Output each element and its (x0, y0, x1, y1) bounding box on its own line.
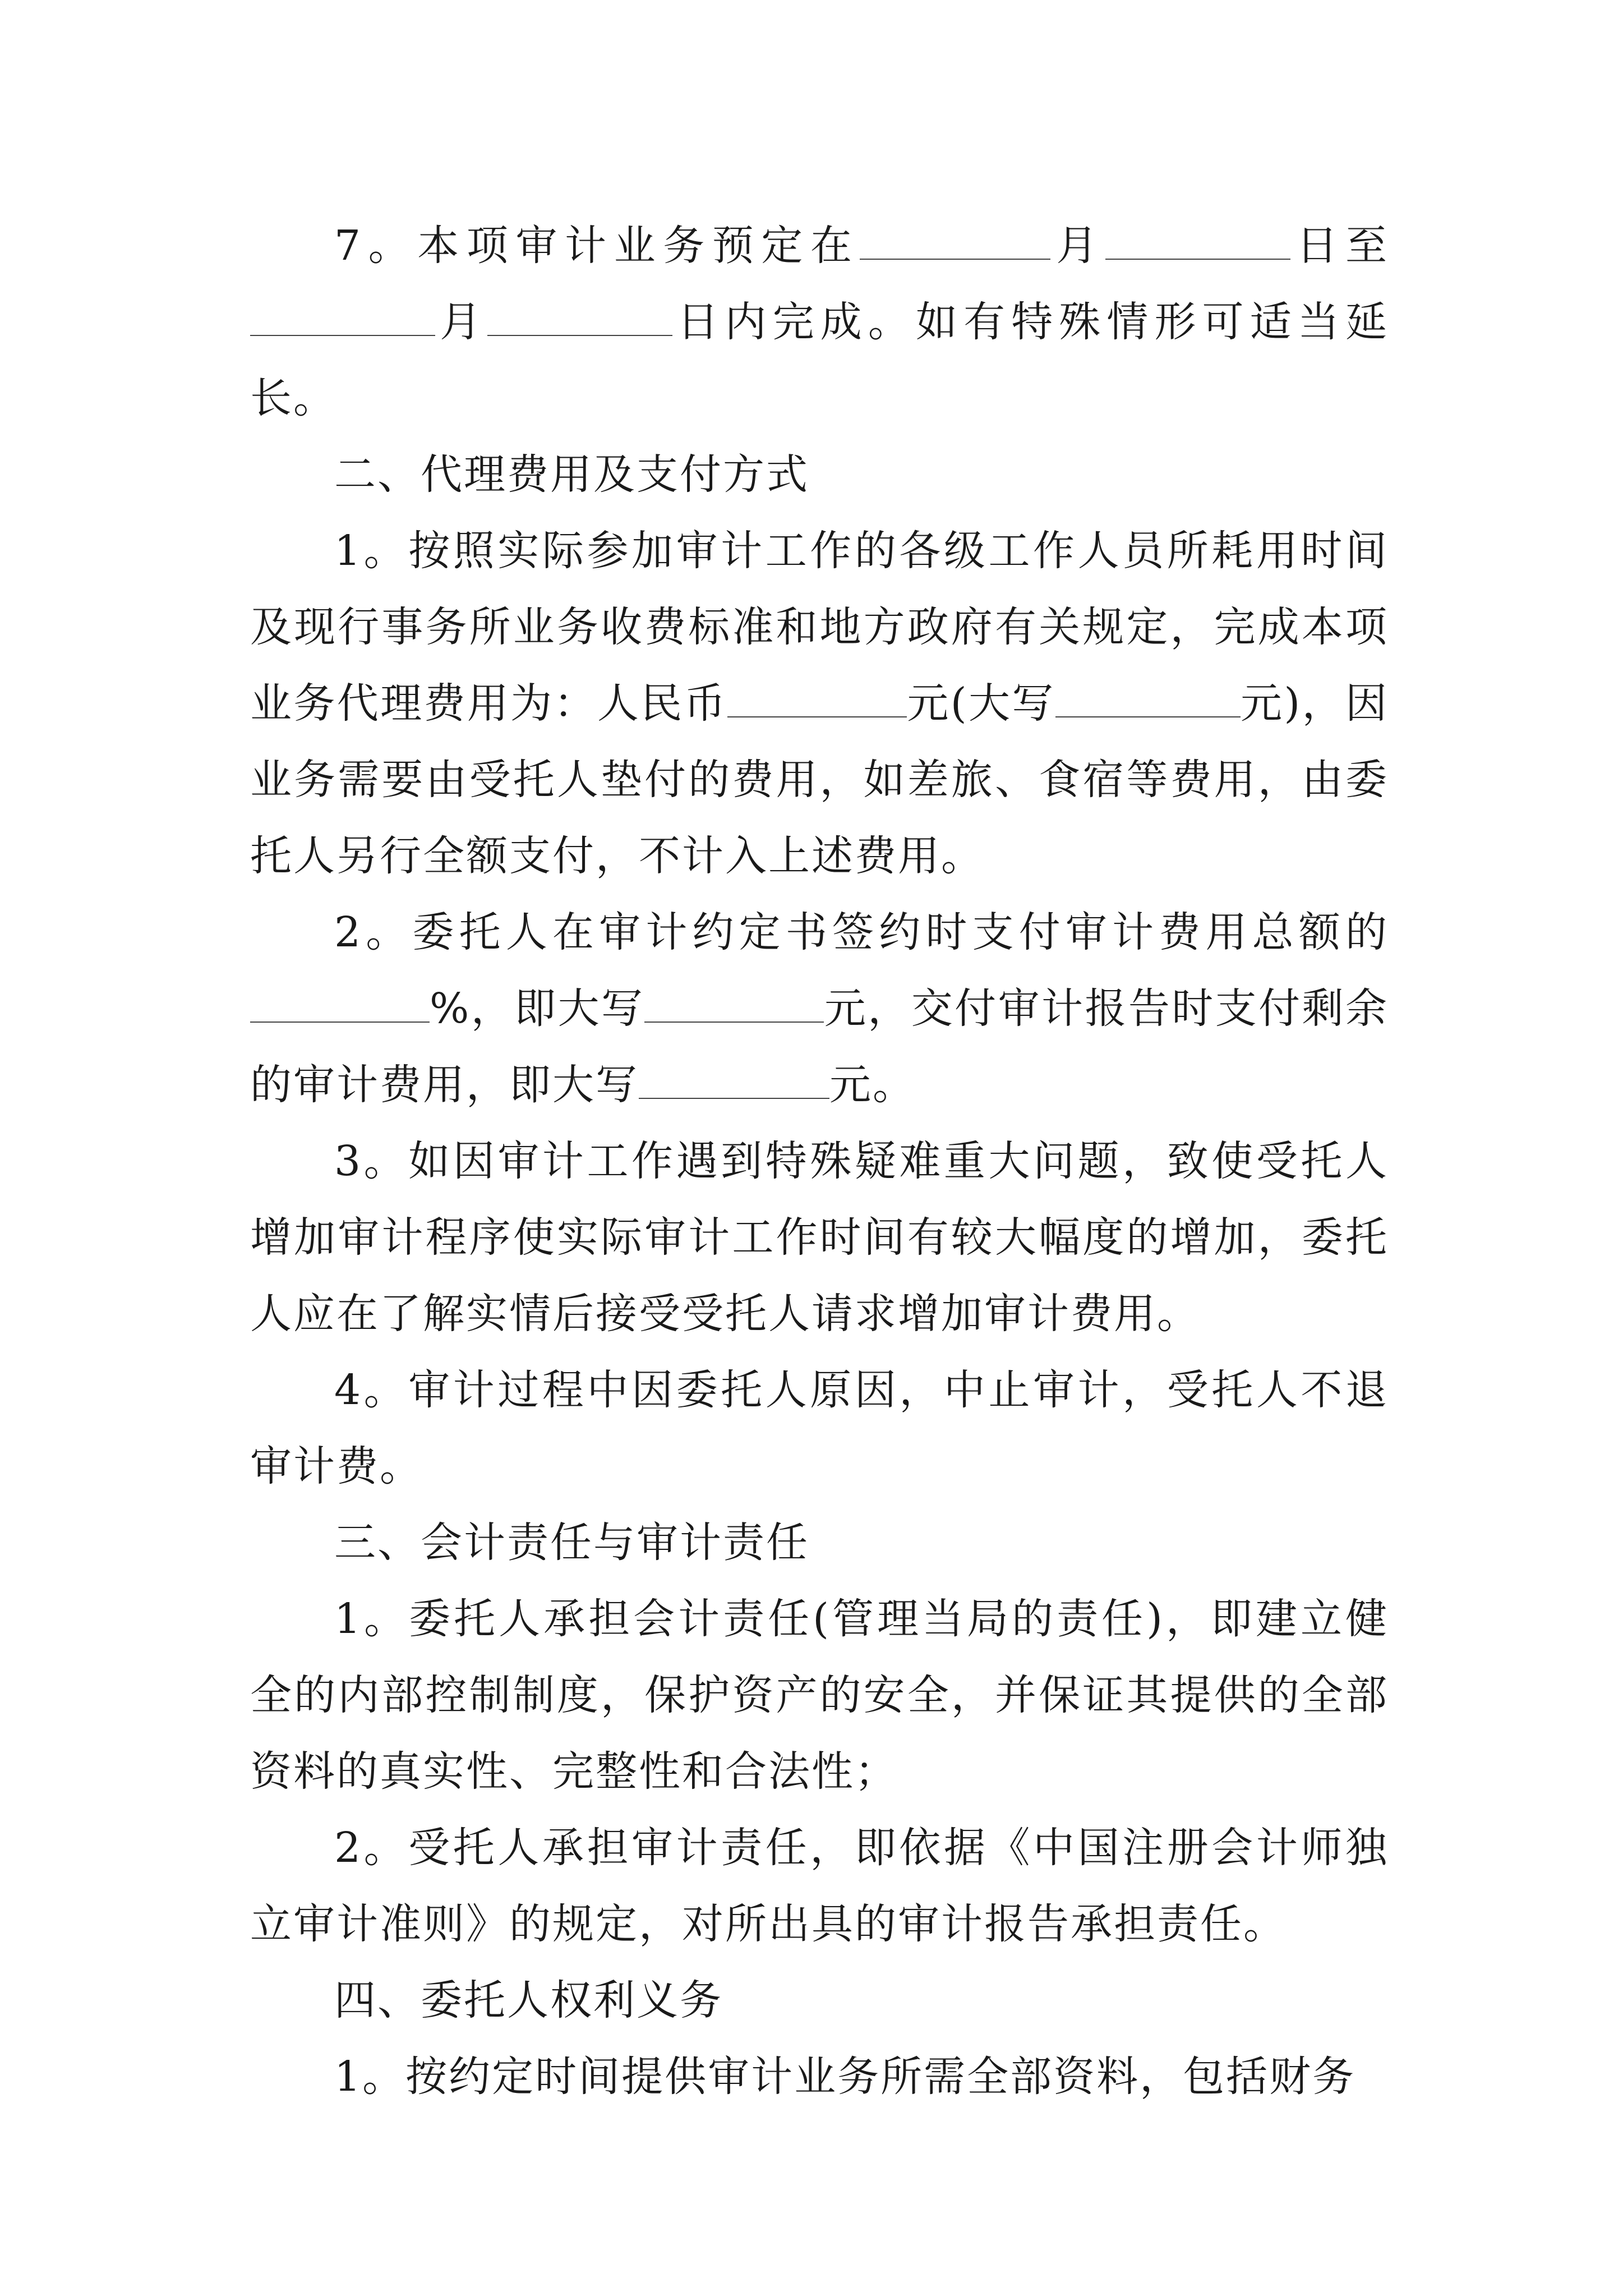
paragraph-accounting-responsibility: 1。委托人承担会计责任(管理当局的责任)，即建立健全的内部控制制度，保护资产的安全，并保证其提供的全部资料的真实性、完整性和合法性； (250, 1595, 1389, 1796)
paragraph-completion-date (250, 208, 1389, 436)
paragraph-provide-materials: 1。按约定时间提供审计业务所需全部资料，包括财务 (334, 2053, 1356, 2101)
section-heading-responsibility: 三、会计责任与审计责任 (334, 1519, 809, 1567)
blank-line (487, 297, 672, 336)
text-segment: 元)，因业务需要由受托人垫付的费用，如差旅、食宿等费用，由委托人另行全额支付，不计入上述费用。 (250, 679, 1389, 880)
document-body (250, 208, 1389, 2115)
blank-line (860, 221, 1050, 260)
section-heading-client-rights: 四、委托人权利义务 (334, 1976, 723, 2024)
blank-line (644, 984, 824, 1023)
text-segment: 元，交付审计报告时支付剩余的审计费用，即大写 (250, 984, 1389, 1109)
blank-line (639, 1060, 829, 1099)
paragraph-additional-fees: 3。如因审计工作遇到特殊疑难重大问题，致使受托人增加审计程序使实际审计工作时间有较大幅度的增加，委托人应在了解实情后接受受托人请求增加审计费用。 (250, 1137, 1389, 1338)
paragraph-fee-amount (250, 513, 1389, 894)
section-heading-fees: 二、代理费用及支付方式 (334, 450, 809, 499)
text-segment: 2。委托人在审计约定书签约时支付审计费用总额的 (334, 908, 1389, 956)
text-segment: 月 (435, 298, 488, 346)
blank-line (250, 297, 435, 336)
paragraph-payment-schedule (250, 894, 1389, 1123)
text-segment: 1。按照实际参加审计工作的各级工作人员所耗用时间及现行事务所业务收费标准和地方政府有关规定，完成本项业务代理费用为：人民币 (250, 527, 1389, 728)
text-segment: 元。 (829, 1061, 916, 1109)
paragraph-audit-responsibility: 2。受托人承担审计责任，即依据《中国注册会计师独立审计准则》的规定，对所出具的审计报告承担责任。 (250, 1824, 1389, 1948)
blank-line (727, 679, 907, 717)
text-segment: 月 (1050, 222, 1105, 270)
text-segment: 日内完成。如有特殊情形可适当延长。 (250, 298, 1389, 422)
blank-line (1055, 679, 1241, 717)
text-segment: %，即大写 (430, 984, 645, 1033)
text-segment: 日至 (1290, 222, 1389, 270)
paragraph-no-refund: 4。审计过程中因委托人原因，中止审计，受托人不退审计费。 (250, 1366, 1389, 1490)
blank-line (1105, 221, 1290, 260)
text-segment: 元(大写 (907, 679, 1055, 728)
text-segment: 7。本项审计业务预定在 (334, 222, 860, 270)
blank-line (250, 984, 430, 1023)
